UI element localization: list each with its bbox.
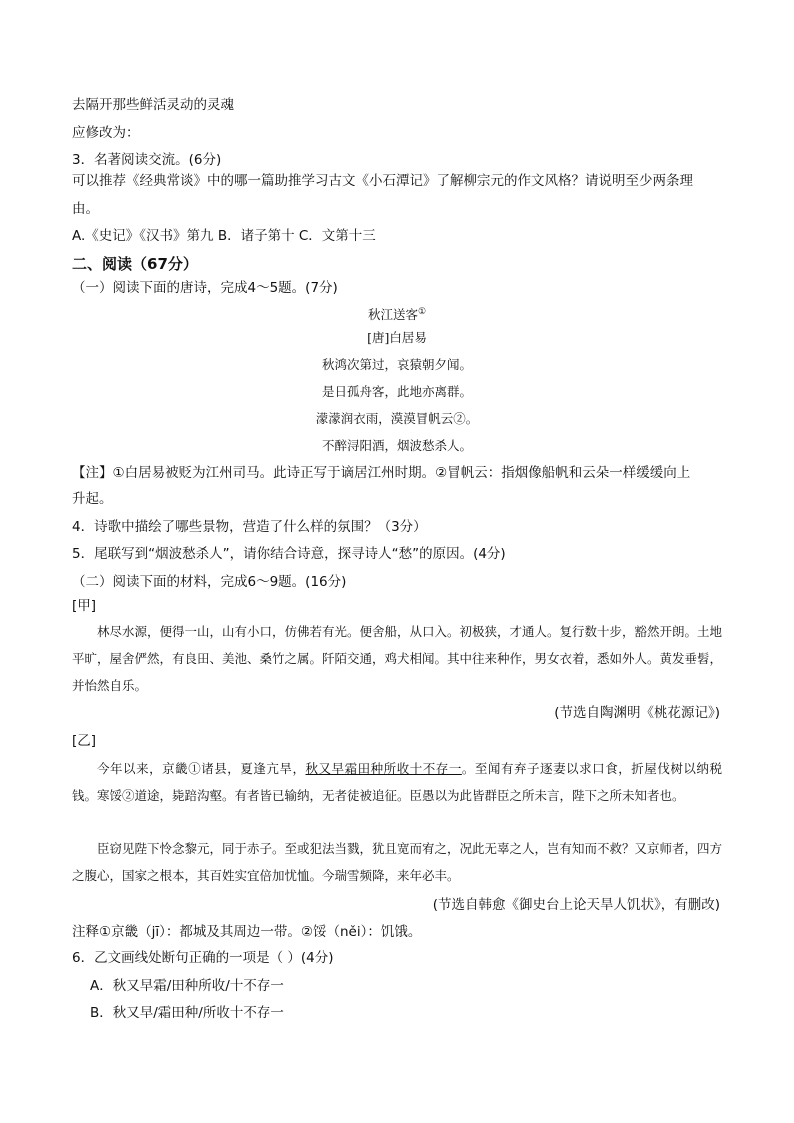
question-4: 4．诗歌中描绘了哪些景物，营造了什么样的氛围？（3分） <box>72 519 427 535</box>
underlined-sentence: 秋又早霜田种所收十不存一 <box>305 761 462 776</box>
poem-line: 是日孤舟客，此地亦离群。 <box>321 384 472 399</box>
question-6-option-b: B．秋又早/霜田种/所收十不存一 <box>90 1005 284 1021</box>
question-3-text: 可以推荐《经典常谈》中的哪一篇助推学习古文《小石潭记》了解柳宗元的作文风格？请说明至少两条理 <box>72 173 693 189</box>
passage-yi-source: (节选自韩愈《御史台上论天旱人饥状》，有删改) <box>432 897 720 913</box>
passage-yi-text: 。至闻有弃子逐妻以求口食，折屋伐树以纳税钱。寒馁②道途，毙踣沟壑。有者皆已输纳，无者徒被追征。臣愚以为此皆群臣之所未言，陛下之所未知者也。 <box>72 761 722 803</box>
question-5: 5．尾联写到“烟波愁杀人”，请你结合诗意，探寻诗人“愁”的原因。(4分) <box>72 546 506 562</box>
part-1-intro: （一）阅读下面的唐诗，完成4～5题。(7分) <box>72 280 338 296</box>
poem-note: 升起。 <box>72 491 113 507</box>
passage-jia-label: [甲] <box>72 598 97 614</box>
passage-yi-text: 今年以来，京畿①诸县，夏逢亢旱， <box>97 761 306 776</box>
poem-title-mark: ① <box>417 307 427 317</box>
poem-author: [唐]白居易 <box>367 330 427 345</box>
passage-yi-paragraph-1 <box>72 755 722 809</box>
poem-line: 秋鸿次第过，哀猿朝夕闻。 <box>321 357 472 372</box>
text-line: 去隔开那些鲜活灵动的灵魂 <box>72 97 234 113</box>
poem-note: 【注】①白居易被贬为江州司马。此诗正写于谪居江州时期。②冒帆云：指烟像船帆和云朵一样缓缓向上 <box>72 465 691 481</box>
part-2-intro: （二）阅读下面的材料，完成6～9题。(16分) <box>72 574 347 590</box>
text-line: 应修改为： <box>72 125 140 141</box>
poem-title-text: 秋江送客 <box>367 307 418 323</box>
passage-yi-note: 注释①京畿（jī）：都城及其周边一带。②馁（něi）：饥饿。 <box>72 924 422 940</box>
question-3-text: 由。 <box>72 201 99 217</box>
question-6-option-a: A．秋又早霜/田种所收/十不存一 <box>90 978 284 994</box>
section-heading: 二、阅读（67分） <box>72 255 198 273</box>
poem-title <box>0 303 794 324</box>
question-3-title: 3．名著阅读交流。(6分) <box>72 152 222 168</box>
question-6: 6．乙文画线处断句正确的一项是（ ）(4分) <box>72 950 334 966</box>
poem-line: 不醉浔阳酒，烟波愁杀人。 <box>321 438 472 453</box>
passage-jia-source: (节选自陶渊明《桃花源记》) <box>554 705 720 721</box>
question-3-options: A.《史记》《汉书》第九 B．诸子第十 C．文第十三 <box>72 228 376 244</box>
passage-yi-label: [乙] <box>72 733 97 749</box>
passage-yi-paragraph-2: 臣窃见陛下怜念黎元，同于赤子。至或犯法当戮，犹且宽而宥之，况此无辜之人，岂有知而不救？又京师者，四方之腹心，国家之根本，其百姓实宜倍加忧恤。今瑞雪频降，来年必丰。 <box>72 841 723 883</box>
poem-line: 濛濛润衣雨，漠漠冒帆云②。 <box>315 411 479 426</box>
passage-jia-text: 林尽水源，便得一山，山有小口，仿佛若有光。便舍船，从口入。初极狭，才通人。复行数十步，豁然开朗。土地平旷，屋舍俨然，有良田、美池、桑竹之属。阡陌交通，鸡犬相闻。其中往来种作，男女衣着，悉如外人。黄发垂髫，并怡然自乐。 <box>72 624 723 693</box>
